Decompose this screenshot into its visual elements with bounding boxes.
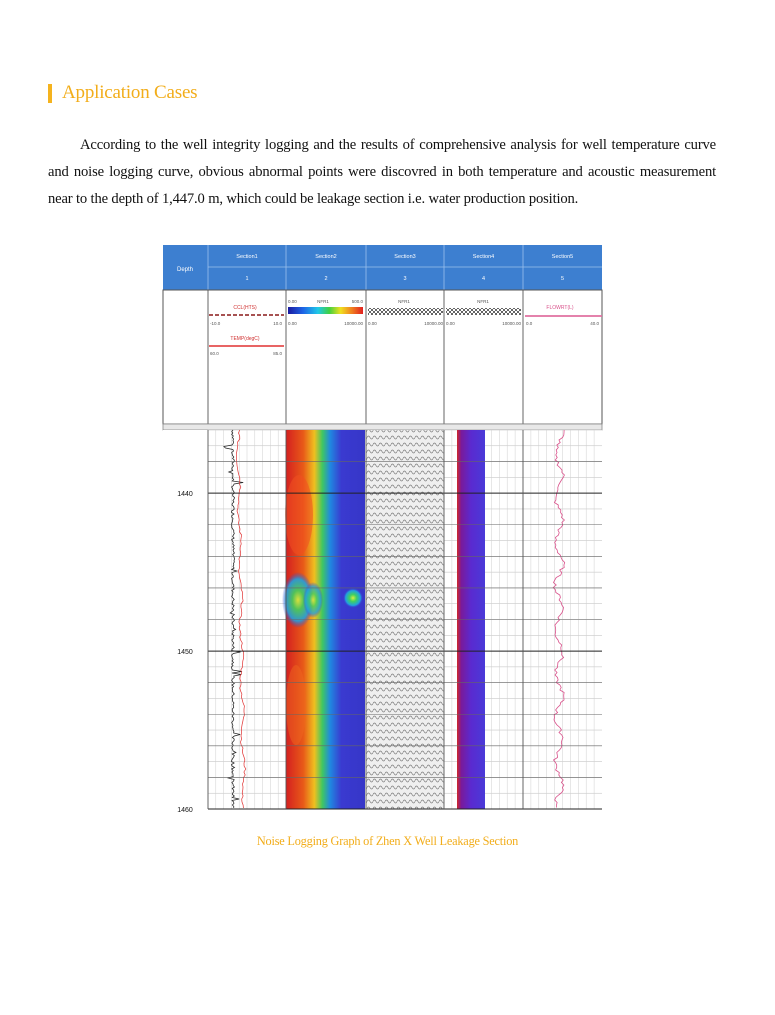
svg-text:-10.0: -10.0 [210,321,221,326]
figure-caption: Noise Logging Graph of Zhen X Well Leakage Section [256,834,519,848]
svg-text:FLOWRT(L): FLOWRT(L) [546,305,574,311]
track-header-4: Section4 [472,254,495,260]
depth-tick-label: 1460 [177,807,193,814]
leakage-anomaly-blob [343,588,363,608]
svg-text:NFR1: NFR1 [317,299,329,304]
track-header-1: Section1 [236,254,258,260]
track-header-5: Section5 [551,254,574,260]
svg-text:85.0: 85.0 [273,351,282,356]
svg-text:NFR1: NFR1 [398,299,410,304]
track-header-2: Section2 [315,254,337,260]
track-index-5: 5 [560,276,565,282]
body-paragraph: According to the well integrity logging and the results of comprehensive analysis for well temperature curve and noise logging curve, obvious abnormal points were discovred in both temperature and acoustic measurement near to the depth of 1,447.0 m, which could be leakage section i.e. water production position. [48,137,716,207]
track-header-bar [163,245,602,290]
svg-text:10000.00: 10000.00 [424,321,443,326]
svg-text:10000.00: 10000.00 [502,321,521,326]
track-index-3: 3 [403,276,407,282]
svg-text:0.00: 0.00 [288,321,297,326]
svg-text:0.00: 0.00 [288,299,297,304]
depth-header-label: Depth [176,267,194,273]
svg-text:0.0: 0.0 [526,321,533,326]
svg-text:10.0: 10.0 [273,321,282,326]
svg-text:40.0: 40.0 [590,321,599,326]
track-index-4: 4 [481,276,486,282]
svg-text:10000.00: 10000.00 [344,321,363,326]
track-index-1: 1 [245,276,249,282]
section-title: Application Cases [62,82,198,103]
svg-text:500.0: 500.0 [351,299,363,304]
svg-text:CCL(HTS): CCL(HTS) [233,305,257,311]
heading-accent-bar [48,84,52,103]
track-header-3: Section3 [394,254,416,260]
svg-text:0.00: 0.00 [368,321,377,326]
svg-text:0.00: 0.00 [446,321,455,326]
noise-logging-figure [163,245,602,814]
log-chart-svg [163,245,602,814]
svg-text:TEMP(degC): TEMP(degC) [230,336,260,342]
depth-tick-label: 1450 [177,649,193,657]
track-index-2: 2 [324,276,328,282]
svg-text:NFR1: NFR1 [477,299,489,304]
svg-text:60.0: 60.0 [210,351,219,356]
depth-tick-label: 1440 [177,491,193,499]
section-heading [48,82,197,104]
